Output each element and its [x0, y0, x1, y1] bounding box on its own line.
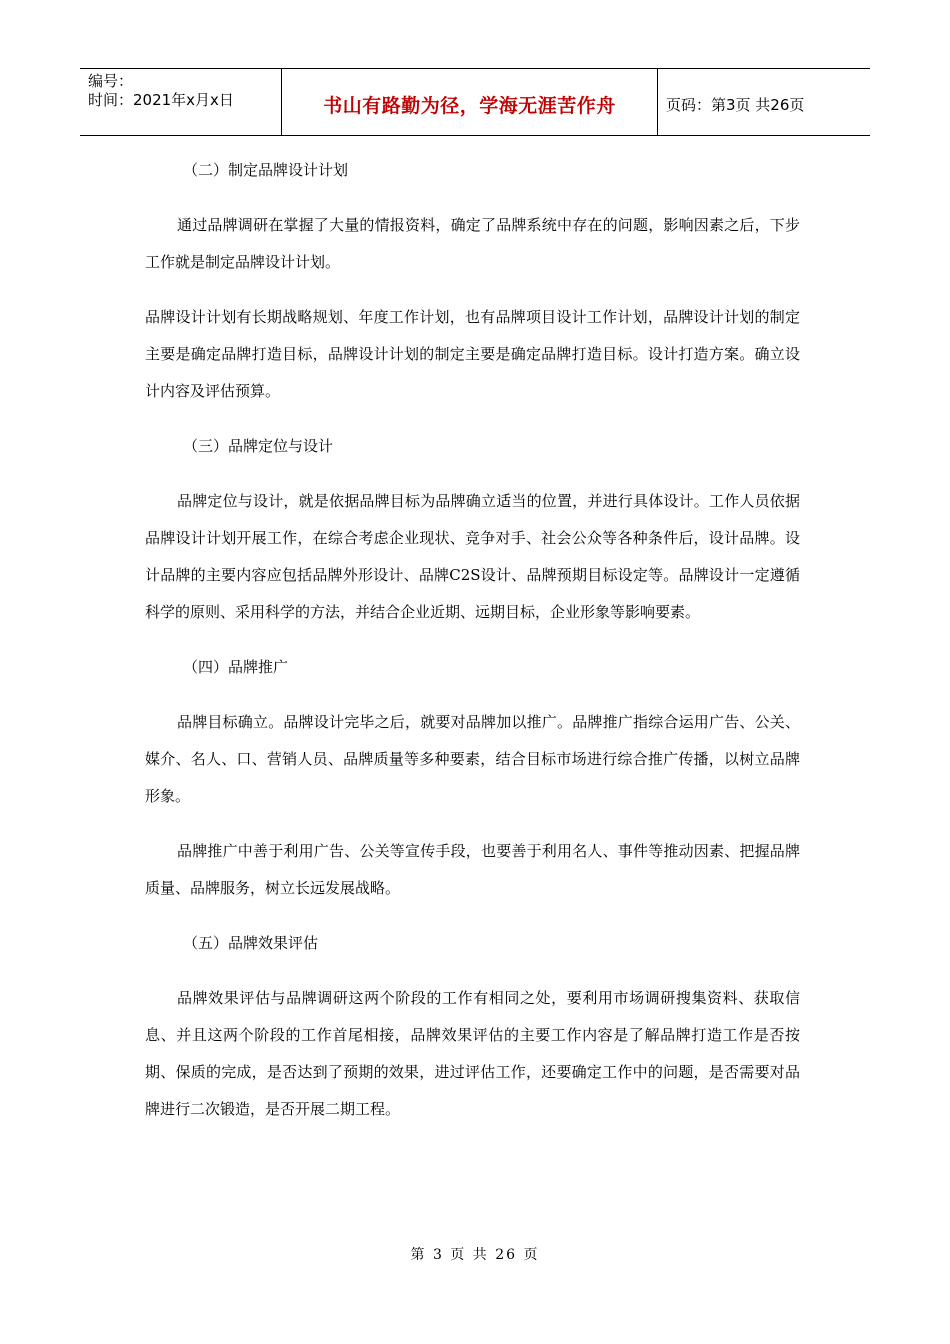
- body-paragraph: 通过品牌调研在掌握了大量的情报资料，确定了品牌系统中存在的问题，影响因素之后，下步工作就是制定品牌设计计划。: [145, 216, 800, 271]
- page-footer: 第 3 页 共 26 页: [410, 1247, 540, 1263]
- body-paragraph: 品牌推广中善于利用广告、公关等宣传手段，也要善于利用名人、事件等推动因素、把握品牌质量、品牌服务，树立长远发展战略。: [145, 842, 800, 897]
- body-paragraph: 品牌定位与设计，就是依据品牌目标为品牌确立适当的位置，并进行具体设计。工作人员依据品牌设计计划开展工作，在综合考虑企业现状、竞争对手、社会公众等各种条件后，设计品牌。设计品牌的主要内容应包括品牌外形设计、品牌C2S设计、品牌预期目标设定等。品牌设计一定遵循科学的原则、采用科学的方法，并结合企业近期、远期目标，企业形象等影响要素。: [145, 492, 800, 621]
- header-motto: 书山有路勤为径，学海无涯苦作舟: [282, 69, 658, 135]
- section-heading: （四）品牌推广: [183, 658, 289, 676]
- body-paragraph: 品牌效果评估与品牌调研这两个阶段的工作有相同之处，要利用市场调研搜集资料、获取信息、并且这两个阶段的工作首尾相接，品牌效果评估的主要工作内容是了解品牌打造工作是否按期、保质的完成，是否达到了预期的效果，进过评估工作，还要确定工作中的问题，是否需要对品牌进行二次锻造，是否开展二期工程。: [145, 989, 800, 1118]
- body-paragraph: 品牌设计计划有长期战略规划、年度工作计划，也有品牌项目设计工作计划，品牌设计计划的制定主要是确定品牌打造目标，品牌设计计划的制定主要是确定品牌打造目标。设计打造方案。确立设计内容及评估预算。: [145, 308, 800, 400]
- document-number-label: 编号：: [88, 72, 134, 90]
- body-paragraph: 品牌目标确立。品牌设计完毕之后，就要对品牌加以推广。品牌推广指综合运用广告、公关、媒介、名人、口、营销人员、品牌质量等多种要素，结合目标市场进行综合推广传播，以树立品牌形象。: [145, 713, 800, 805]
- section-heading: （二）制定品牌设计计划: [183, 161, 349, 179]
- page-header: [80, 68, 870, 136]
- header-meta: [80, 69, 282, 135]
- header-page-label: 页码：第3页 共26页: [666, 95, 805, 114]
- document-body: [145, 152, 800, 1146]
- section-heading: （三）品牌定位与设计: [183, 437, 334, 455]
- document-time-label: 时间：2021年x月x日: [88, 91, 234, 109]
- section-heading: （五）品牌效果评估: [183, 934, 319, 952]
